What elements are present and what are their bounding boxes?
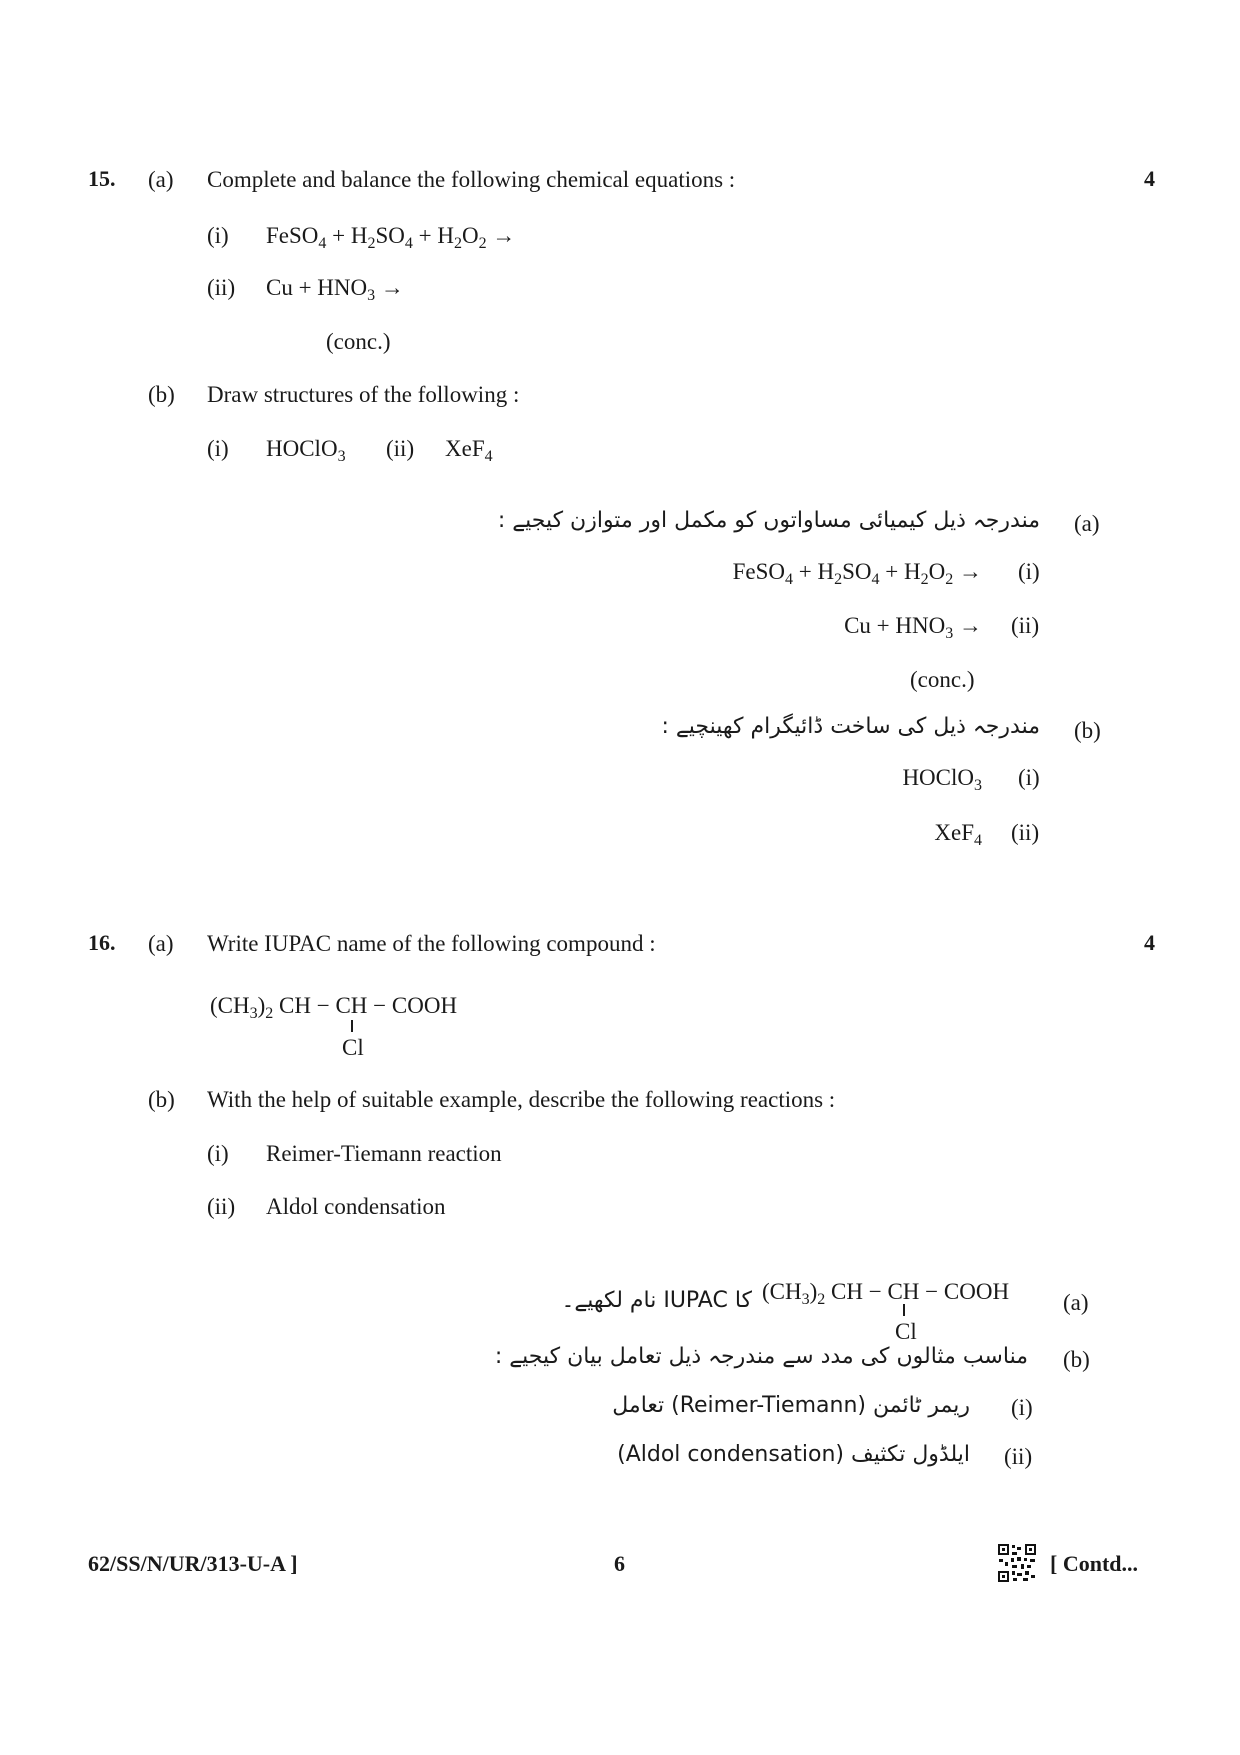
- q15-urdu-a-label: (a): [1074, 511, 1100, 536]
- q16-urdu-ii-label: (ii): [1004, 1444, 1033, 1469]
- q16a-text: Write IUPAC name of the following compound :: [207, 931, 656, 956]
- q15a-ii-equation: $Cu + HNO_3$ →: [266, 275, 404, 304]
- q16-urdu-ii-text: ایلڈول تکثیف (Aldol condensation): [617, 1442, 970, 1467]
- q15b-ii-label: (ii): [386, 436, 415, 461]
- q15b-i-formula: HOClO$_3$: [266, 436, 346, 465]
- q16-urdu-a-label: (a): [1063, 1290, 1089, 1315]
- q16-marks: 4: [1144, 930, 1155, 955]
- q15-urdu-b-text: مندرجہ ذیل کی ساخت ڈائیگرام کھینچیے :: [661, 714, 1040, 739]
- q15-urdu-ii-equation: $Cu + HNO_3$ →: [844, 613, 982, 642]
- q15-marks: 4: [1144, 166, 1155, 191]
- q15-urdu-bii-formula: XeF$_4$: [934, 820, 982, 849]
- q16a-cl-bond: [351, 1020, 353, 1032]
- q16-urdu-b-text: مناسب مثالوں کی مدد سے مندرجہ ذیل تعامل بیان کیجیے :: [494, 1344, 1028, 1369]
- continued-label: [ Contd...: [1050, 1551, 1139, 1576]
- q16b-ii-label: (ii): [207, 1194, 236, 1219]
- q15-urdu-bi-label: (i): [1018, 765, 1040, 790]
- q16a-compound: $(CH_3)_2$ CH − CH − COOH: [210, 993, 458, 1022]
- page-number: 6: [614, 1551, 625, 1576]
- q16b-text: With the help of suitable example, describe the following reactions :: [207, 1087, 836, 1112]
- q15-urdu-bii-label: (ii): [1011, 820, 1040, 845]
- q15-number: 15.: [88, 166, 116, 191]
- q15a-label: (a): [148, 167, 174, 192]
- q16-urdu-compound: $(CH_3)_2$ CH − CH − COOH: [762, 1279, 1010, 1308]
- q16a-compound-cl: Cl: [342, 1035, 364, 1060]
- q16-urdu-a-text: کا IUPAC نام لکھیے۔: [561, 1288, 752, 1313]
- q16a-label: (a): [148, 931, 174, 956]
- q15b-ii-formula: XeF$_4$: [445, 436, 493, 465]
- q15a-ii-label: (ii): [207, 275, 236, 300]
- q15a-i-equation: FeSO$_4$ + $H_2SO_4 + H_2O_2$ →: [266, 223, 516, 252]
- q16b-i-text: Reimer-Tiemann reaction: [266, 1141, 502, 1166]
- q15-urdu-b-label: (b): [1074, 718, 1101, 743]
- qr-code-icon: [997, 1543, 1037, 1583]
- q16-urdu-compound-cl: Cl: [895, 1319, 917, 1344]
- q15b-i-label: (i): [207, 436, 229, 461]
- q16b-i-label: (i): [207, 1141, 229, 1166]
- q16-urdu-i-text: ریمر ٹائمن (Reimer-Tiemann) تعامل: [612, 1393, 970, 1418]
- q15a-i-label: (i): [207, 223, 229, 248]
- q16-number: 16.: [88, 930, 116, 955]
- q15-urdu-ii-label: (ii): [1011, 613, 1040, 638]
- q16-urdu-b-label: (b): [1063, 1347, 1090, 1372]
- q15-urdu-i-equation: FeSO$_4$ + $H_2SO_4 + H_2O_2$ →: [732, 559, 982, 588]
- paper-code: 62/SS/N/UR/313-U-A ]: [88, 1551, 298, 1576]
- q16-urdu-i-label: (i): [1011, 1395, 1033, 1420]
- q15b-label: (b): [148, 382, 175, 407]
- q15-urdu-a-text: مندرجہ ذیل کیمیائی مساواتوں کو مکمل اور متوازن کیجیے :: [497, 508, 1040, 533]
- q15-urdu-bi-formula: HOClO$_3$: [902, 765, 982, 794]
- q16b-ii-text: Aldol condensation: [266, 1194, 446, 1219]
- q15b-text: Draw structures of the following :: [207, 382, 520, 407]
- q16-urdu-cl-bond: [903, 1304, 905, 1316]
- q15-urdu-conc: (conc.): [910, 667, 975, 692]
- q15a-conc: (conc.): [326, 329, 391, 354]
- q16b-label: (b): [148, 1087, 175, 1112]
- q15a-text: Complete and balance the following chemical equations :: [207, 167, 736, 192]
- q15-urdu-i-label: (i): [1018, 559, 1040, 584]
